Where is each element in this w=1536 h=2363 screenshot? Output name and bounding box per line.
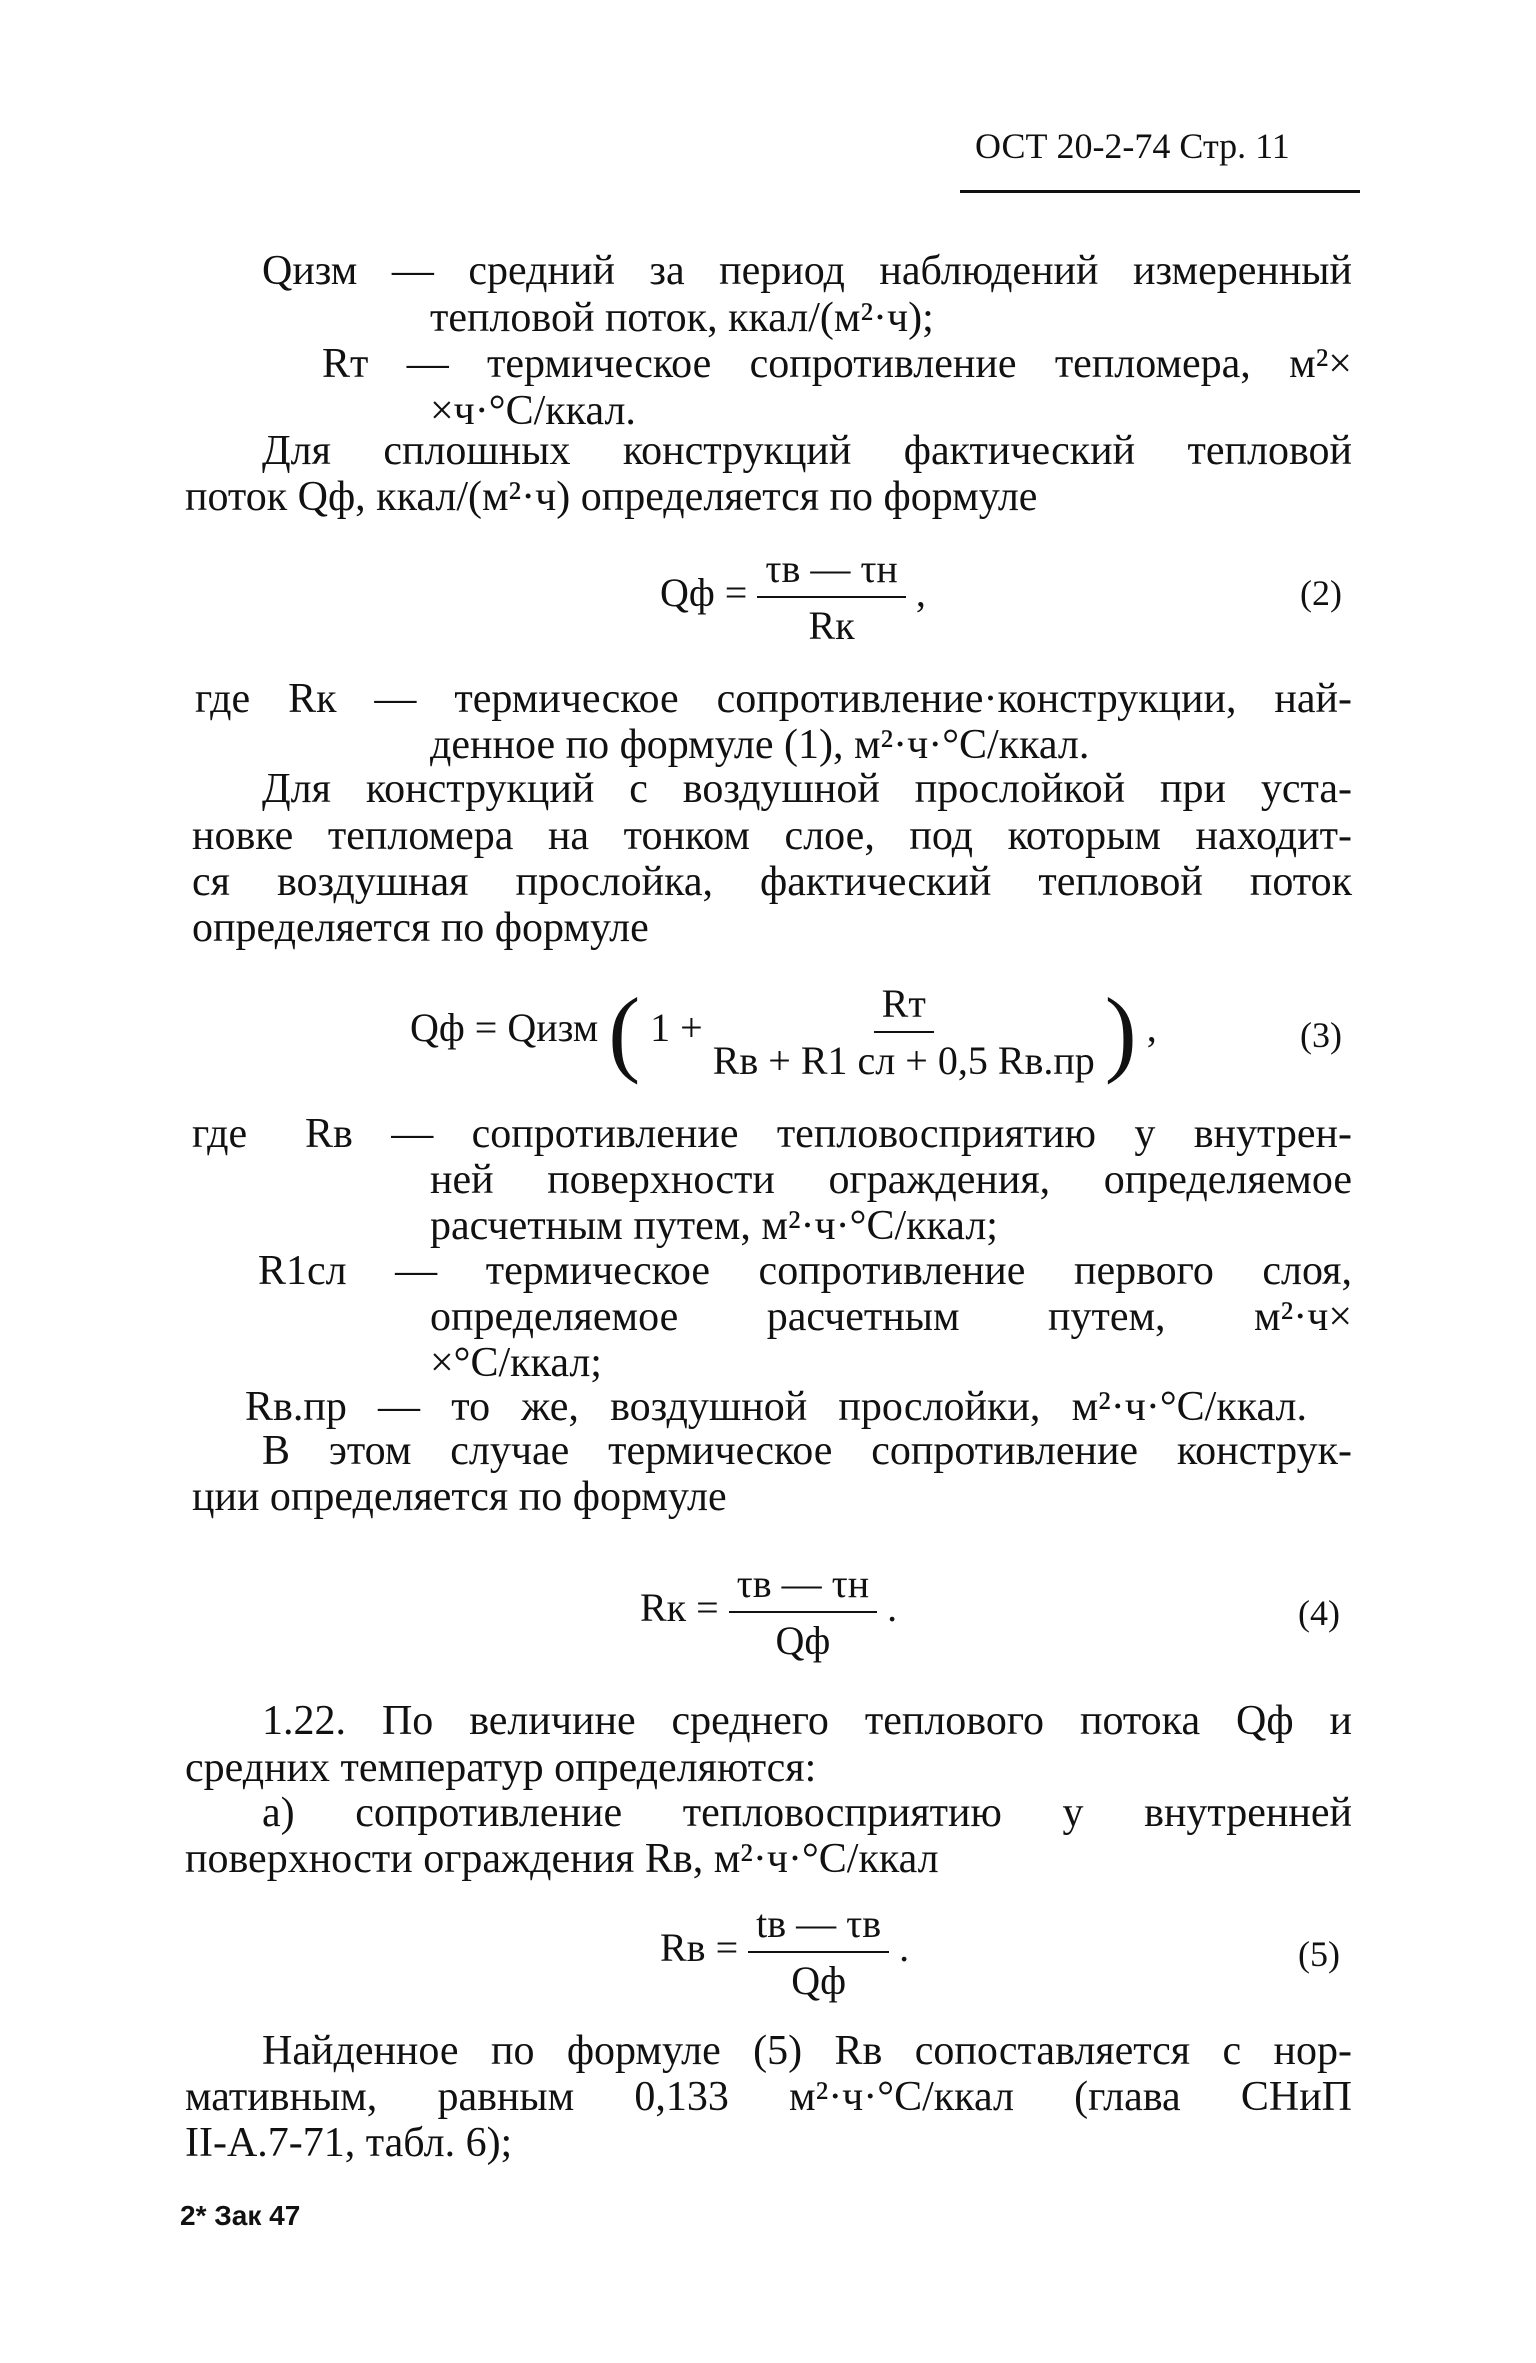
eq3-lhs: Qф = Qизм xyxy=(410,1005,599,1051)
eq3-fraction xyxy=(713,980,1095,1084)
header-rule xyxy=(960,190,1360,193)
eq3-one: 1 + xyxy=(650,1005,703,1051)
text-line: В этом случае термическое сопротивление конструк- xyxy=(262,1428,1352,1474)
text-line: определяемое расчетным путем, м²·ч× xyxy=(430,1294,1352,1340)
eq5-numerator: tв — τв xyxy=(748,1900,889,1953)
text-line: Rт — термическое сопротивление тепломера, м²× xyxy=(322,341,1352,387)
text-line: ней поверхности ограждения, определяемое xyxy=(430,1157,1352,1203)
text-line: ×ч·°С/ккал. xyxy=(430,388,636,434)
eq3-tail: , xyxy=(1146,1005,1157,1051)
text-line: ×°С/ккал; xyxy=(430,1340,602,1386)
equation-2 xyxy=(660,545,926,649)
equation-5 xyxy=(660,1900,909,2004)
eq4-fraction xyxy=(729,1560,877,1664)
text-line: где Rк — термическое сопротивление·конструкции, най- xyxy=(195,676,1352,722)
eq3-denominator: Rв + R1 сл + 0,5 Rв.пр xyxy=(712,1038,1095,1083)
text-line: определяется по формуле xyxy=(192,905,649,951)
text-line: где xyxy=(192,1111,248,1157)
text-line: II-А.7-71, табл. 6); xyxy=(185,2120,513,2166)
eq5-fraction xyxy=(748,1900,889,2004)
equation-3 xyxy=(410,980,1157,1084)
text-line: Для конструкций с воздушной прослойкой при уста- xyxy=(262,766,1352,812)
equation-number: (2) xyxy=(1300,573,1342,613)
eq3-numerator: Rт xyxy=(874,980,934,1033)
page-footer: 2* Зак 47 xyxy=(180,2200,301,2231)
eq5-lhs: Rв = xyxy=(660,1925,739,1971)
equation-number: (5) xyxy=(1298,1934,1340,1974)
text-line: тепловой поток, ккал/(м²·ч); xyxy=(430,295,934,341)
text-line: поток Qф, ккал/(м²·ч) определяется по формуле xyxy=(185,474,1038,520)
equation-number: (4) xyxy=(1298,1593,1340,1633)
text-line: ся воздушная прослойка, фактический тепловой поток xyxy=(192,859,1352,905)
text-line: Qизм — средний за период наблюдений измеренный xyxy=(262,248,1352,294)
eq2-numerator: τв — τн xyxy=(757,545,905,598)
text-line: Rв — сопротивление тепловосприятию у внутрен- xyxy=(305,1111,1352,1157)
text-line: Найденное по формуле (5) Rв сопоставляется с нор- xyxy=(262,2028,1352,2074)
eq4-numerator: τв — τн xyxy=(729,1560,877,1613)
text-line: а) сопротивление тепловосприятию у внутренней xyxy=(262,1790,1352,1836)
text-line: поверхности ограждения Rв, м²·ч·°С/ккал xyxy=(185,1836,939,1882)
text-line: мативным, равным 0,133 м²·ч·°С/ккал (глава СНиП xyxy=(185,2074,1352,2120)
right-paren: ) xyxy=(1104,978,1137,1085)
eq2-tail: , xyxy=(915,570,926,616)
equation-4 xyxy=(640,1560,897,1664)
text-line: расчетным путем, м²·ч·°С/ккал; xyxy=(430,1203,998,1249)
text-line: R1сл — термическое сопротивление первого слоя, xyxy=(258,1248,1352,1294)
eq4-tail: . xyxy=(887,1585,898,1631)
page-header: ОСТ 20-2-74 Стр. 11 xyxy=(975,126,1290,166)
text-line: новке тепломера на тонком слое, под которым находит- xyxy=(192,813,1352,859)
text-line: ции определяется по формуле xyxy=(192,1474,727,1520)
text-line: 1.22. По величине среднего теплового потока Qф и xyxy=(262,1698,1352,1744)
left-paren: ( xyxy=(608,978,641,1085)
eq4-denominator: Qф xyxy=(775,1618,831,1663)
eq5-tail: . xyxy=(899,1925,910,1971)
eq5-denominator: Qф xyxy=(791,1958,847,2003)
eq2-lhs: Qф = xyxy=(660,570,748,616)
text-line: Для сплошных конструкций фактический тепловой xyxy=(262,428,1352,474)
eq4-lhs: Rк = xyxy=(640,1585,719,1631)
eq2-fraction xyxy=(757,545,905,649)
text-line: денное по формуле (1), м²·ч·°С/ккал. xyxy=(430,722,1090,768)
equation-number: (3) xyxy=(1300,1015,1342,1055)
eq2-denominator: Rк xyxy=(808,603,855,648)
text-line: средних температур определяются: xyxy=(185,1745,817,1791)
text-line: Rв.пр — то же, воздушной прослойки, м²·ч·°С/ккал. xyxy=(245,1384,1307,1430)
